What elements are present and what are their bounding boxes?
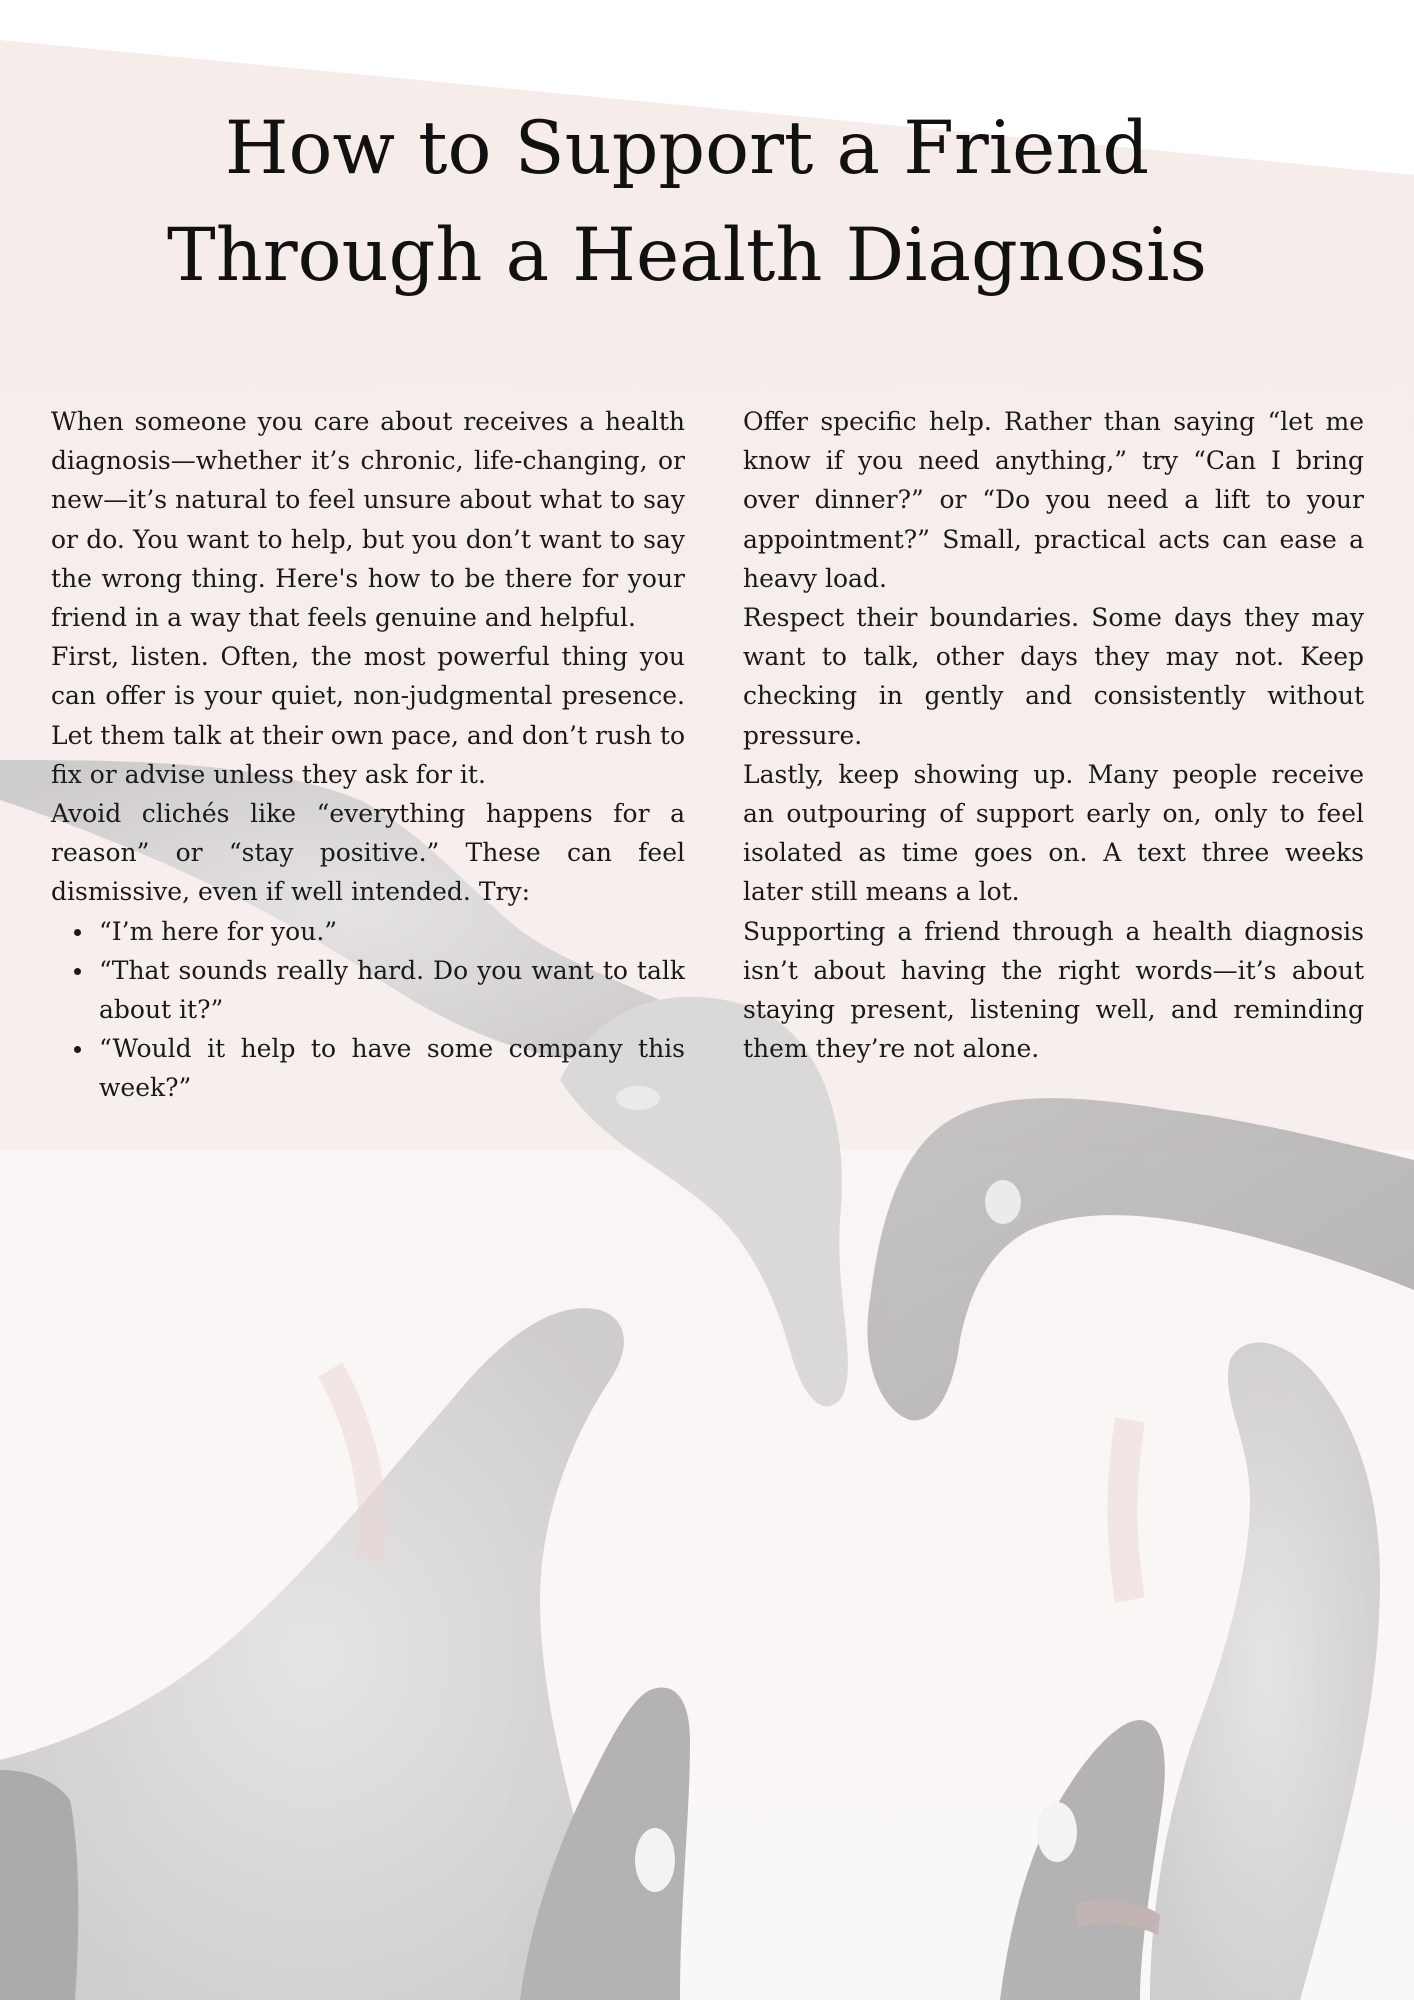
title-line-1: How to Support a Friend xyxy=(224,106,1150,191)
paragraph-intro: When someone you care about receives a health diagnosis—whether it’s chronic, life-changing, or new—it’s natural to feel unsure about what to say or do. You want to help, but you don’t want to say the wrong thing. Here's how to be there for your friend in a way that feels genuine and helpful. xyxy=(51,407,685,633)
title-line-2: Through a Health Diagnosis xyxy=(167,213,1207,298)
paragraph-avoid-cliches: Avoid clichés like “everything happens for a reason” or “stay positive.” These can feel dismissive, even if well intended. Try: xyxy=(51,799,685,907)
list-item: “Would it help to have some company this week?” xyxy=(99,1029,685,1107)
paragraph-keep-showing-up: Lastly, keep showing up. Many people receive an outpouring of support early on, only to feel isolated as time goes on. A text three weeks later still means a lot. xyxy=(743,759,1364,907)
suggested-phrases-list xyxy=(51,912,685,1108)
paragraph-conclusion: Supporting a friend through a health diagnosis isn’t about having the right words—it’s about staying present, listening well, and reminding them they’re not alone. xyxy=(743,916,1364,1064)
list-item: “I’m here for you.” xyxy=(99,912,685,951)
right-column xyxy=(743,402,1364,1068)
paragraph-specific-help: Offer specific help. Rather than saying “let me know if you need anything,” try “Can I bring over dinner?” or “Do you need a lift to your appointment?” Small, practical acts can ease a heavy load. xyxy=(743,407,1364,593)
paragraph-boundaries: Respect their boundaries. Some days they may want to talk, other days they may not. Keep checking in gently and consistently without pressure. xyxy=(743,603,1364,750)
article-title xyxy=(0,95,1374,309)
list-item: “That sounds really hard. Do you want to talk about it?” xyxy=(99,951,685,1029)
left-column xyxy=(51,402,685,1108)
paragraph-listen: First, listen. Often, the most powerful thing you can offer is your quiet, non-judgmental presence. Let them talk at their own pace, and don’t rush to fix or advise unless they ask for it. xyxy=(51,642,685,789)
